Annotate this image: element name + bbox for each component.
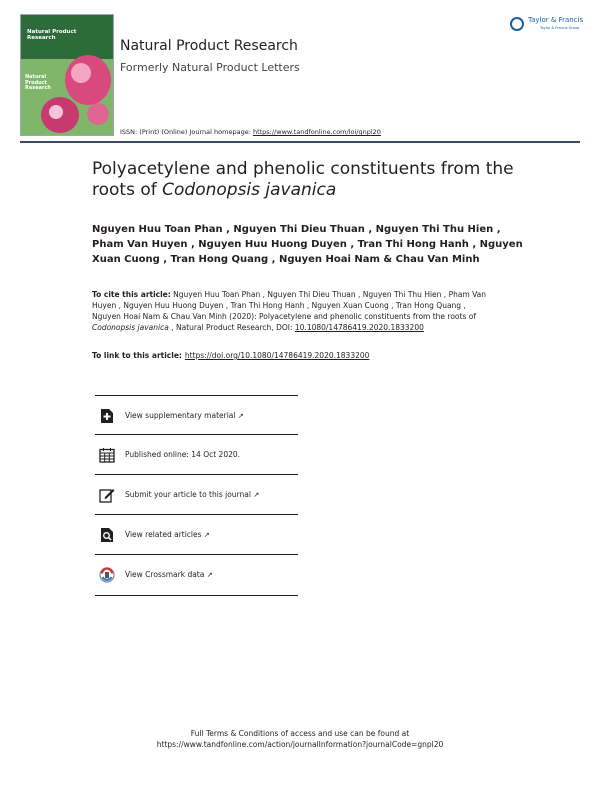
- panel-divider: [95, 595, 298, 596]
- publisher-logo-tagline: Taylor & Francis Group: [540, 26, 580, 30]
- related-articles-link[interactable]: [95, 514, 298, 553]
- pencil-icon: [99, 487, 115, 503]
- cover-subtitle: Natural Product Research: [25, 74, 51, 91]
- supplementary-material-label: View supplementary material ↗: [125, 411, 244, 420]
- external-link-icon: ↗: [206, 571, 213, 579]
- article-title-italic: Codonopsis javanica: [162, 180, 337, 200]
- article-link-line: [92, 351, 369, 360]
- citation-block: [92, 289, 497, 333]
- crossmark-icon: [99, 567, 115, 583]
- issn-label: ISSN: (Print) (Online) Journal homepage:: [120, 128, 253, 136]
- crossmark-label: View Crossmark data ↗: [125, 570, 213, 579]
- related-articles-label: View related articles ↗: [125, 530, 210, 539]
- cover-title: Natural Product Research: [27, 29, 77, 41]
- calendar-icon: [99, 447, 115, 463]
- journal-subtitle: Formerly Natural Product Letters: [120, 61, 300, 74]
- taylor-francis-logo[interactable]: [510, 15, 586, 39]
- submit-article-link[interactable]: [95, 474, 298, 513]
- article-link-label: To link to this article:: [92, 351, 182, 360]
- terms-footer: [0, 728, 600, 750]
- journal-title[interactable]: Natural Product Research: [120, 38, 298, 54]
- citation-text-after: , Natural Product Research, DOI:: [168, 323, 295, 332]
- article-title-main: Polyacetylene and phenolic constituents from the roots of: [92, 159, 514, 200]
- external-link-icon: ↗: [203, 531, 210, 539]
- publisher-logo-text: Taylor & Francis: [528, 16, 584, 24]
- citation-label: To cite this article:: [92, 290, 171, 299]
- search-document-icon: [99, 527, 115, 543]
- supplementary-material-link[interactable]: [95, 395, 298, 434]
- submit-article-label: Submit your article to this journal ↗: [125, 490, 260, 499]
- publisher-logo-icon: [510, 17, 524, 31]
- issn-line: [120, 128, 381, 136]
- journal-cover-image: [20, 14, 114, 136]
- article-doi-link[interactable]: https://doi.org/10.1080/14786419.2020.1833200: [184, 351, 370, 360]
- published-online-row: [95, 434, 298, 473]
- external-link-icon: ↗: [237, 412, 244, 420]
- published-online-label: Published online: 14 Oct 2020.: [125, 450, 241, 459]
- citation-doi-link[interactable]: 10.1080/14786419.2020.1833200: [294, 323, 424, 332]
- author-list: Nguyen Huu Toan Phan , Nguyen Thi Dieu Thuan , Nguyen Thi Thu Hien , Pham Van Huyen , Nguyen Huu Huong Duyen , Tran Thi Hong Hanh , Nguyen Xuan Cuong , Tran Hong Quang , Nguyen Hoai Nam & Chau Van Minh: [92, 224, 523, 265]
- journal-homepage-link[interactable]: https://www.tandfonline.com/loi/gnpl20: [252, 128, 381, 136]
- footer-terms-link[interactable]: https://www.tandfonline.com/action/journalInformation?journalCode=gnpl20: [156, 740, 444, 749]
- footer-line-1: Full Terms & Conditions of access and use can be found at: [190, 729, 410, 738]
- citation-italic: Codonopsis javanica: [92, 323, 169, 332]
- header-rule: [20, 141, 580, 143]
- crossmark-link[interactable]: [95, 554, 298, 593]
- article-title: [92, 159, 532, 201]
- external-link-icon: ↗: [253, 491, 260, 499]
- plus-document-icon: [99, 408, 115, 424]
- citation-text: Nguyen Huu Toan Phan , Nguyen Thi Dieu Thuan , Nguyen Thi Thu Hien , Pham Van Huyen , Nguyen Huu Huong Duyen , Tran Thi Hong Hanh , Nguyen Xuan Cuong , Tran Hong Quang , Nguyen Hoai Nam & Chau Van Minh (2020): Polyacetylene and phenolic constituents from the roots of: [92, 290, 487, 321]
